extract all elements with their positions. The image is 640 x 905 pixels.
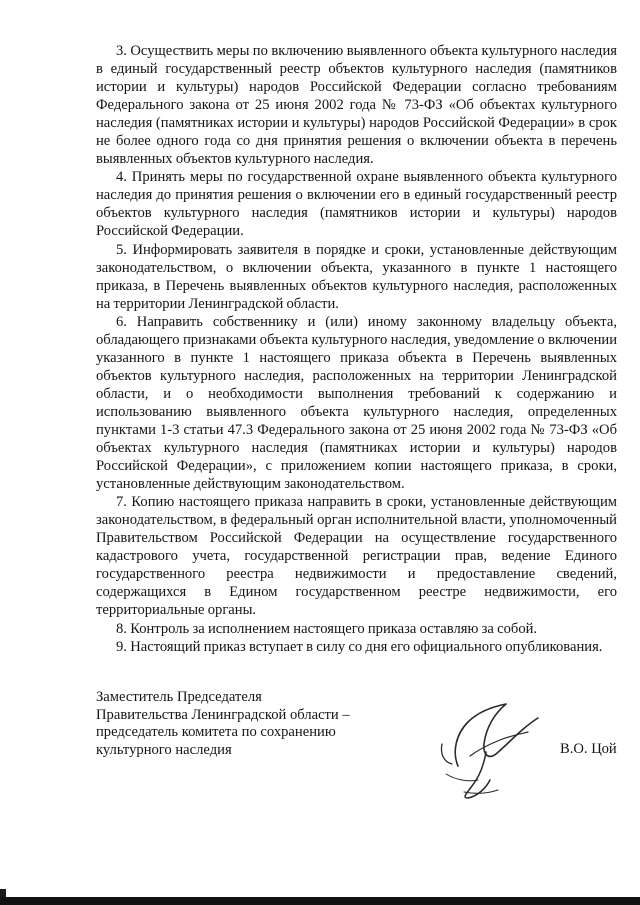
signatory-title-line: культурного наследия [96,741,232,758]
signatory-title-line: Правительства Ленинградской области – [96,706,350,723]
signatory-title-line: Заместитель Председателя [96,689,262,705]
signatory-title-line: председатель комитета по сохранению [96,724,336,741]
paragraph-3: 3. Осуществить меры по включению выявленного объекта культурного наследия в единый государственный реестр объектов культурного наследия (памятников истории и культуры) народов Российской Федерации согласно требованиям Федерального закона от 25 июня 2002 года № 73-ФЗ «Об объектах культурного наследия (памятниках истории и культуры) народов Российской Федерации» в срок не более одного года со дня принятия решения о включении объекта в перечень выявленных объектов культурного наследия. [96,43,617,168]
document-body [96,42,617,656]
signatory-name: В.О. Цой [560,741,617,757]
scan-edge [0,897,640,905]
paragraph-9: 9. Настоящий приказ вступает в силу со дня его официального опубликования. [116,638,603,655]
paragraph-7: 7. Копию настоящего приказа направить в сроки, установленные действующим законодательством, в федеральный орган исполнительной власти, уполномоченный Правительством Российской Федерации на осуществление государственного кадастрового учета, государственной регистрации прав, ведение Единого государственного реестра недвижимости и предоставление сведений, содержащихся в Едином государственном реестре недвижимости, его территориальные органы. [96,494,617,619]
paragraph-4: 4. Принять меры по государственной охране выявленного объекта культурного наследия до принятия решения о включении его в единый государственный реестр объектов культурного наследия (памятников истории и культуры) народов Российской Федерации. [96,169,617,240]
paragraph-6: 6. Направить собственнику и (или) иному законному владельцу объекта, обладающего признаками объекта культурного наследия, уведомление о включении указанного в пункте 1 настоящего приказа объекта в Перечень выявленных объектов культурного наследия, расположенных на территории Ленинградской области, и о необходимости выполнения требований к содержанию и использованию выявленного объекта культурного наследия, определенных пунктами 1-3 статьи 47.3 Федерального закона от 25 июня 2002 года № 73-ФЗ «Об объектах культурного наследия (памятниках истории и культуры) народов Российской Федерации», с приложением копии настоящего приказа, в сроки, установленные действующим законодательством. [96,313,617,493]
paragraph-5: 5. Информировать заявителя в порядке и сроки, установленные действующим законодательством, о включении объекта, указанного в пункте 1 настоящего приказа, в Перечень выявленных объектов культурного наследия, расположенных на территории Ленинградской области. [96,241,617,312]
handwritten-signature [426,694,554,806]
paragraph-8: 8. Контроль за исполнением настоящего приказа оставляю за собой. [116,620,538,637]
